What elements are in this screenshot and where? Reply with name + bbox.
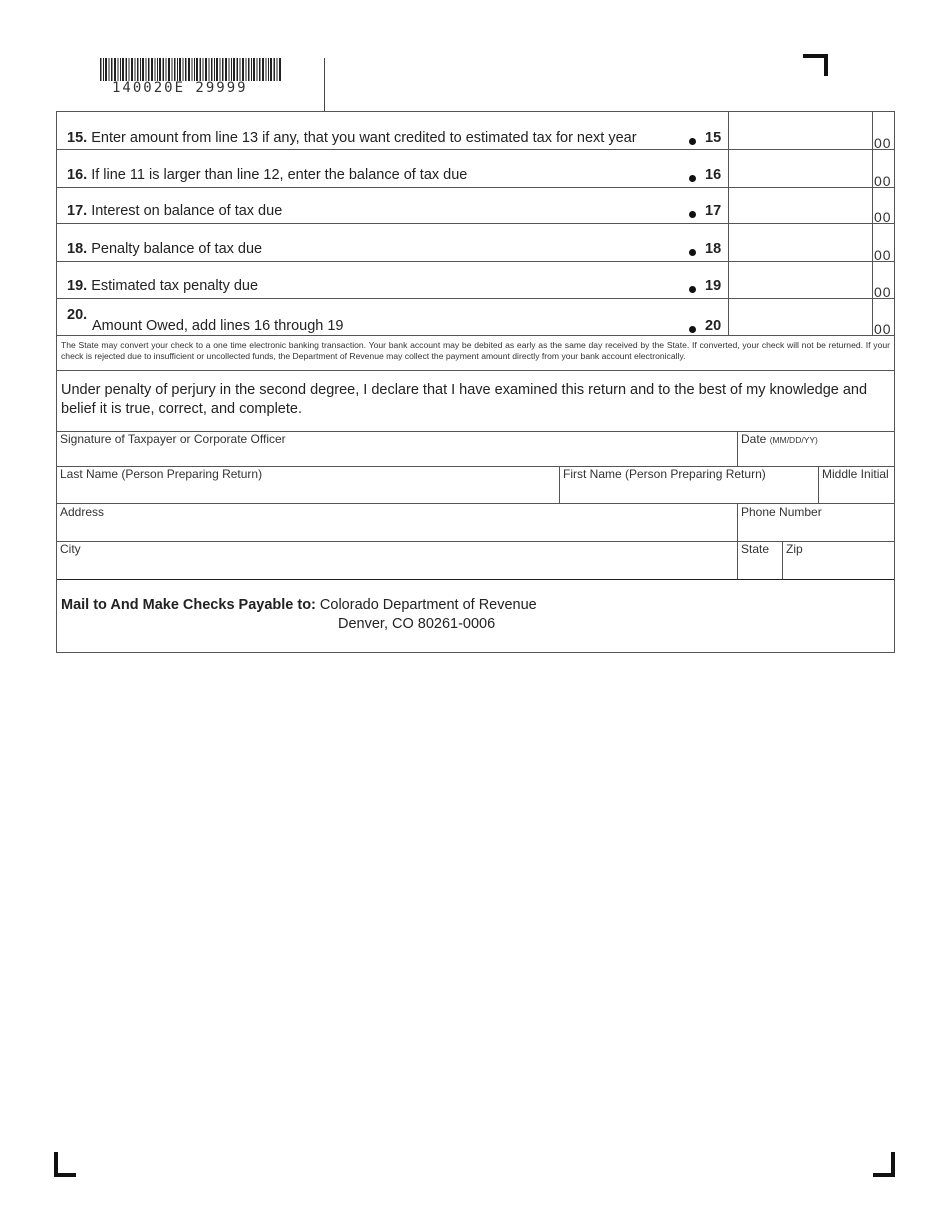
line-box-number: 20 (705, 318, 722, 334)
header-divider (324, 58, 325, 111)
line-box-number: 19 (705, 278, 722, 294)
address-label: Address (60, 505, 105, 519)
line-number: 17. (67, 203, 88, 219)
barcode-image (100, 58, 282, 81)
signature-label: Signature of Taxpayer or Corporate Officer (60, 432, 286, 446)
signature-field[interactable] (57, 432, 737, 466)
perjury-statement: Under penalty of perjury in the second degree, I declare that I have examined this return and to the best of my knowledge and belief it is true, correct, and complete. (57, 371, 894, 432)
address-row (57, 504, 894, 542)
bullet-icon (689, 326, 696, 333)
date-format-hint: (MM/DD/YY) (769, 435, 818, 445)
first-name-label: First Name (Person Preparing Return) (563, 467, 766, 481)
cents-text: 00 (874, 135, 892, 151)
line-box-number: 18 (705, 241, 722, 257)
bullet-icon (689, 175, 696, 182)
name-row (57, 467, 894, 504)
line-number: 16. (67, 167, 88, 183)
line-17-cents-input[interactable] (872, 188, 894, 223)
bullet-icon (689, 286, 696, 293)
line-19-cents-input[interactable] (872, 262, 894, 298)
city-field[interactable] (57, 542, 737, 579)
phone-field[interactable] (737, 504, 894, 541)
line-17-amount-input[interactable] (728, 188, 872, 223)
middle-initial-field[interactable] (818, 467, 894, 503)
line-15-row (57, 112, 894, 150)
line-15-cents-input[interactable] (872, 112, 894, 149)
corner-mark-bottom-right (873, 1152, 895, 1177)
date-field[interactable] (737, 432, 894, 466)
cents-text: 00 (874, 173, 892, 189)
line-description: Penalty balance of tax due (91, 241, 263, 257)
cents-text: 00 (874, 247, 892, 263)
cents-text: 00 (874, 209, 892, 225)
address-field[interactable] (57, 504, 737, 541)
corner-mark-top-right (803, 54, 828, 76)
line-description: Enter amount from line 13 if any, that you want credited to estimated tax for next year (91, 130, 637, 146)
mailing-instructions (57, 579, 894, 653)
line-description: Amount Owed, add lines 16 through 19 (92, 318, 344, 334)
bullet-icon (689, 249, 696, 256)
mail-label: Mail to And Make Checks Payable to: (61, 597, 316, 613)
middle-initial-label: Middle Initial (822, 467, 889, 481)
mail-recipient: Colorado Department of Revenue (319, 597, 537, 613)
electronic-check-notice: The State may convert your check to a one time electronic banking transaction. Your bank account may be debited as early as the same day received by the State. If converted, your check will not be returned. If your check is rejected due to insufficient or uncollected funds, the Department of Revenue may collect the payment amount directly from your bank account electronically. (57, 336, 894, 371)
cents-text: 00 (874, 321, 892, 337)
barcode-number: 140020E 29999 (112, 80, 248, 96)
line-19-row (57, 262, 894, 299)
line-box-number: 16 (705, 167, 722, 183)
line-16-row (57, 150, 894, 188)
cents-text: 00 (874, 284, 892, 300)
line-16-amount-input[interactable] (728, 150, 872, 187)
line-17-row (57, 188, 894, 224)
bullet-icon (689, 211, 696, 218)
city-row (57, 542, 894, 579)
line-description: Estimated tax penalty due (91, 278, 259, 294)
line-18-amount-input[interactable] (728, 224, 872, 261)
line-description: Interest on balance of tax due (91, 203, 283, 219)
tax-form (56, 111, 895, 653)
line-box-number: 17 (705, 203, 722, 219)
line-number: 15. (67, 130, 88, 146)
line-18-row (57, 224, 894, 262)
mail-city-zip: Denver, CO 80261-0006 (338, 616, 496, 632)
last-name-label: Last Name (Person Preparing Return) (60, 467, 263, 481)
line-20-row (57, 299, 894, 336)
line-box-number: 15 (705, 130, 722, 146)
state-field[interactable] (737, 542, 782, 579)
line-description: If line 11 is larger than line 12, enter the balance of tax due (91, 167, 468, 183)
bullet-icon (689, 138, 696, 145)
line-18-cents-input[interactable] (872, 224, 894, 261)
line-20-amount-input[interactable] (728, 299, 872, 335)
zip-label: Zip (786, 542, 803, 556)
signature-row (57, 432, 894, 467)
line-20-cents-input[interactable] (872, 299, 894, 335)
first-name-field[interactable] (559, 467, 818, 503)
state-label: State (741, 542, 770, 556)
line-15-amount-input[interactable] (728, 112, 872, 149)
city-label: City (60, 542, 81, 556)
line-number: 19. (67, 278, 88, 294)
date-label: Date (741, 432, 767, 446)
zip-field[interactable] (782, 542, 894, 579)
phone-label: Phone Number (741, 505, 822, 519)
line-16-cents-input[interactable] (872, 150, 894, 187)
line-number: 20. (67, 307, 88, 323)
last-name-field[interactable] (57, 467, 559, 503)
line-19-amount-input[interactable] (728, 262, 872, 298)
corner-mark-bottom-left (54, 1152, 76, 1177)
line-number: 18. (67, 241, 88, 257)
